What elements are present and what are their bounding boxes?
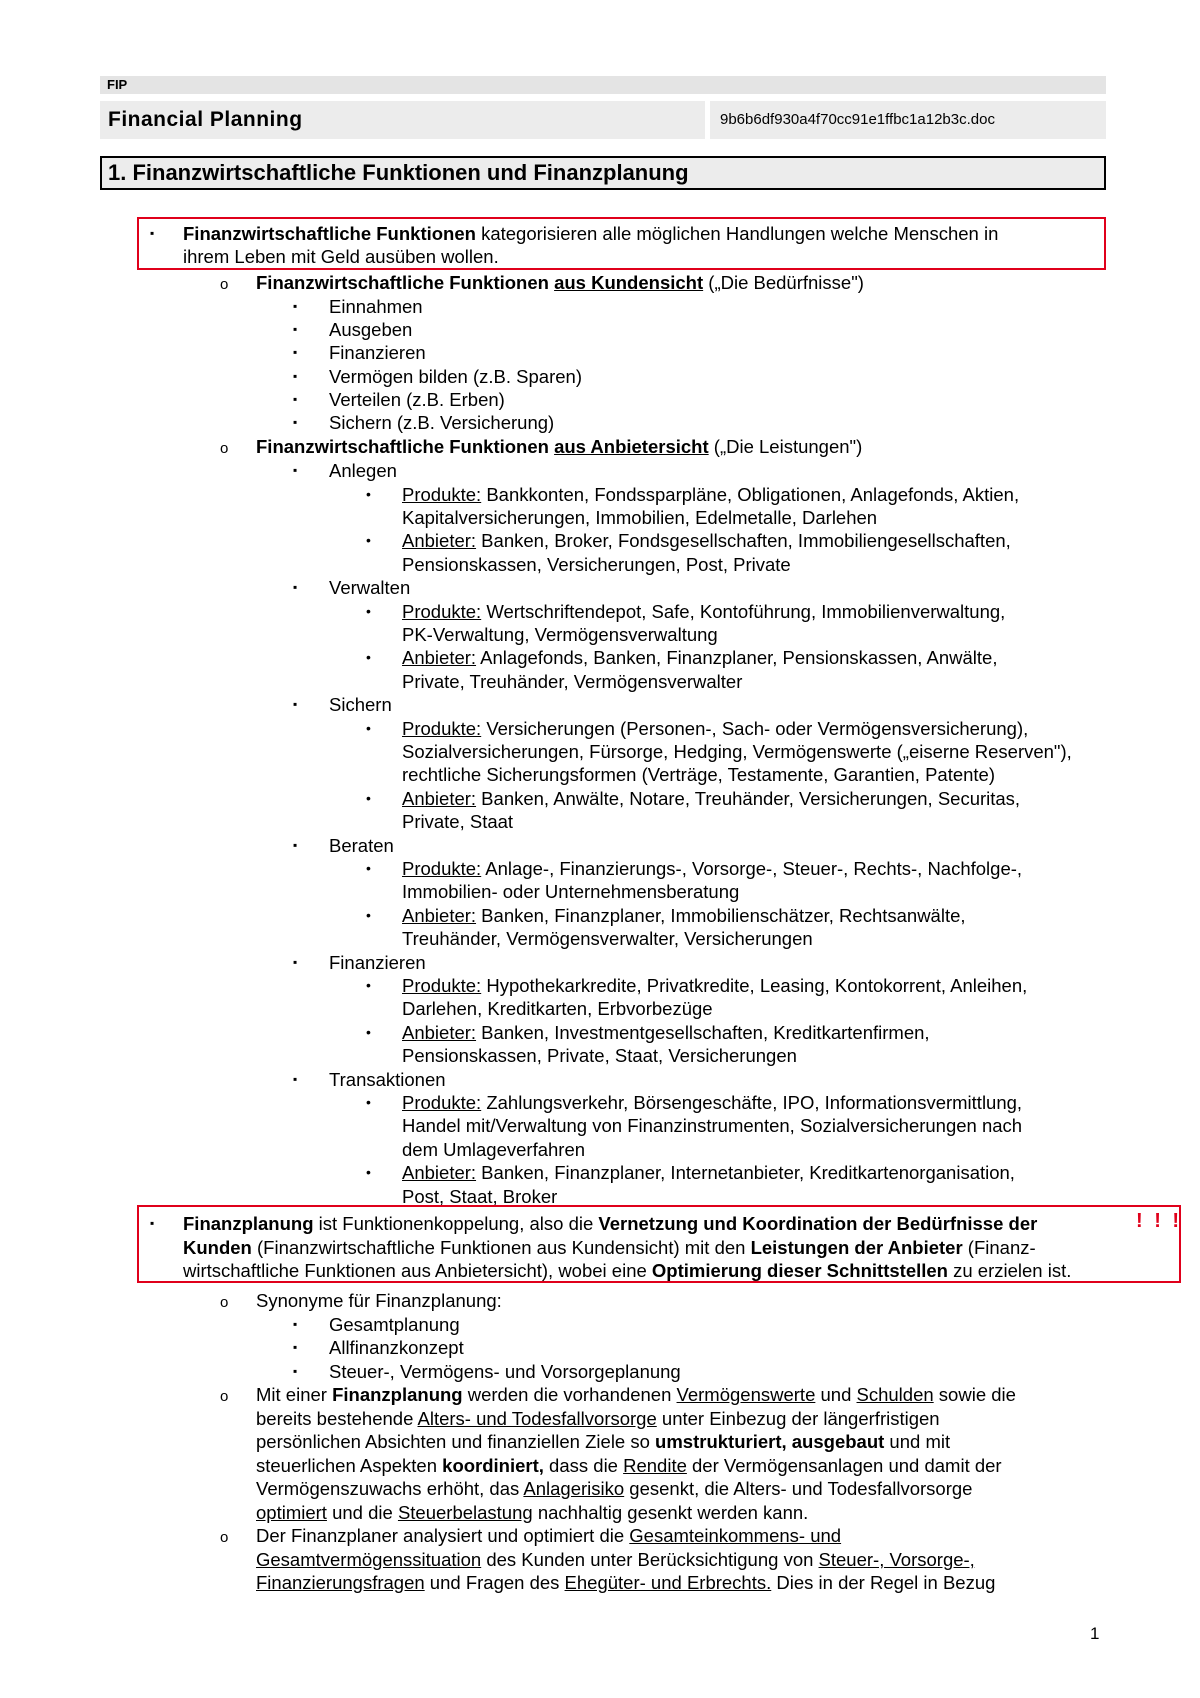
kundensicht-heading: Finanzwirtschaftliche Funktionen aus Kundensicht („Die Bedürfnisse") <box>256 272 864 293</box>
dot-bullet: • <box>366 1164 371 1180</box>
kunden-item: Einnahmen <box>329 296 423 317</box>
dot-bullet: • <box>366 1094 371 1110</box>
finanzplanung-line-2: Kunden (Finanzwirtschaftliche Funktionen aus Kundensicht) mit den Leistungen der Anbieter (Finanz- <box>183 1237 1036 1258</box>
anlegen-anbieter-cont: Pensionskassen, Versicherungen, Post, Private <box>402 554 791 575</box>
finanzplanung-line-1: Finanzplanung ist Funktionenkoppelung, also die Vernetzung und Koordination der Bedürfnisse der <box>183 1213 1038 1234</box>
synonym-item: Allfinanzkonzept <box>329 1337 464 1358</box>
category-verwalten: Verwalten <box>329 577 411 598</box>
transaktionen-produkte-cont: dem Umlageverfahren <box>402 1139 586 1160</box>
dot-bullet: • <box>366 486 371 502</box>
header-docname: 9b6b6df930a4f70cc91e1ffbc1a12b3c.doc <box>710 101 1106 139</box>
square-bullet: ▪ <box>293 322 298 336</box>
dot-bullet: • <box>366 1024 371 1040</box>
kunden-item: Vermögen bilden (z.B. Sparen) <box>329 366 582 387</box>
dot-bullet: • <box>366 860 371 876</box>
kunden-item: Sichern (z.B. Versicherung) <box>329 412 555 433</box>
kunden-item: Finanzieren <box>329 342 426 363</box>
beraten-produkte-cont: Immobilien- oder Unternehmensberatung <box>402 881 740 902</box>
transaktionen-anbieter: Anbieter: Banken, Finanzplaner, Internetanbieter, Kreditkartenorganisation, <box>402 1162 1015 1183</box>
circle-bullet: o <box>220 1388 229 1405</box>
page-number: 1 <box>1090 1624 1100 1643</box>
para1-line-3: persönlichen Absichten und finanziellen Ziele so umstrukturiert, ausgebaut und mit <box>256 1431 951 1452</box>
verwalten-produkte: Produkte: Wertschriftendepot, Safe, Kontoführung, Immobilienverwaltung, <box>402 601 1006 622</box>
category-beraten: Beraten <box>329 835 394 856</box>
dot-bullet: • <box>366 649 371 665</box>
para1-line-4: steuerlichen Aspekten koordiniert, dass die Rendite der Vermögensanlagen und damit der <box>256 1455 1002 1476</box>
sichern-produkte-cont: rechtliche Sicherungsformen (Verträge, Testamente, Garantien, Patente) <box>402 764 996 785</box>
square-bullet: ▪ <box>293 1340 298 1354</box>
finanzieren-produkte-cont: Darlehen, Kreditkarten, Erbvorbezüge <box>402 998 713 1019</box>
sichern-anbieter: Anbieter: Banken, Anwälte, Notare, Treuhänder, Versicherungen, Securitas, <box>402 788 1021 809</box>
kunden-item: Ausgeben <box>329 319 413 340</box>
dot-bullet: • <box>366 977 371 993</box>
synonyme-heading: Synonyme für Finanzplanung: <box>256 1290 502 1311</box>
verwalten-produkte-cont: PK-Verwaltung, Vermögensverwaltung <box>402 624 718 645</box>
sichern-produkte-cont: Sozialversicherungen, Fürsorge, Hedging, Vermögenswerte („eiserne Reserven"), <box>402 741 1072 762</box>
synonym-item: Steuer-, Vermögens- und Vorsorgeplanung <box>329 1361 681 1382</box>
finanzieren-produkte: Produkte: Hypothekarkredite, Privatkredite, Leasing, Kontokorrent, Anleihen, <box>402 975 1028 996</box>
beraten-produkte: Produkte: Anlage-, Finanzierungs-, Vorsorge-, Steuer-, Rechts-, Nachfolge-, <box>402 858 1023 879</box>
para1-line-6: optimiert und die Steuerbelastung nachhaltig gesenkt werden kann. <box>256 1502 809 1523</box>
circle-bullet: o <box>220 1529 229 1546</box>
beraten-anbieter-cont: Treuhänder, Vermögensverwalter, Versicherungen <box>402 928 813 949</box>
finanzieren-anbieter-cont: Pensionskassen, Private, Staat, Versicherungen <box>402 1045 797 1066</box>
anbietersicht-heading: Finanzwirtschaftliche Funktionen aus Anbietersicht („Die Leistungen") <box>256 436 863 457</box>
exclamation-marks: ! ! ! <box>1136 1210 1183 1232</box>
transaktionen-produkte: Produkte: Zahlungsverkehr, Börsengeschäfte, IPO, Informationsvermittlung, <box>402 1092 1023 1113</box>
sichern-anbieter-cont: Private, Staat <box>402 811 514 832</box>
square-bullet: ▪ <box>293 299 298 313</box>
beraten-anbieter: Anbieter: Banken, Finanzplaner, Immobilienschätzer, Rechtsanwälte, <box>402 905 966 926</box>
para1-line-1: Mit einer Finanzplanung werden die vorhandenen Vermögenswerte und Schulden sowie die <box>256 1384 1016 1405</box>
square-bullet: ▪ <box>293 955 298 969</box>
para2-line-3: Finanzierungsfragen und Fragen des Ehegüter- und Erbrechts. Dies in der Regel in Bezug <box>256 1572 996 1593</box>
dot-bullet: • <box>366 603 371 619</box>
circle-bullet: o <box>220 276 229 293</box>
category-finanzieren: Finanzieren <box>329 952 426 973</box>
square-bullet: ▪ <box>293 580 298 594</box>
dot-bullet: • <box>366 532 371 548</box>
square-bullet: ▪ <box>293 463 298 477</box>
kunden-item: Verteilen (z.B. Erben) <box>329 389 505 410</box>
dot-bullet: • <box>366 907 371 923</box>
para2-line-1: Der Finanzplaner analysiert und optimiert die Gesamteinkommens- und <box>256 1525 842 1546</box>
para2-line-2: Gesamtvermögenssituation des Kunden unter Berücksichtigung von Steuer-, Vorsorge-, <box>256 1549 975 1570</box>
square-bullet: ▪ <box>293 1364 298 1378</box>
verwalten-anbieter-cont: Private, Treuhänder, Vermögensverwalter <box>402 671 743 692</box>
anlegen-anbieter: Anbieter: Banken, Broker, Fondsgesellschaften, Immobiliengesellschaften, <box>402 530 1011 551</box>
section-title: 1. Finanzwirtschaftliche Funktionen und Finanzplanung <box>100 156 1106 190</box>
square-bullet: ▪ <box>293 369 298 383</box>
square-bullet: ▪ <box>293 345 298 359</box>
header-title: Financial Planning <box>100 101 705 139</box>
square-bullet: ▪ <box>150 226 155 240</box>
anlegen-produkte: Produkte: Bankkonten, Fondssparpläne, Obligationen, Anlagefonds, Aktien, <box>402 484 1020 505</box>
transaktionen-produkte-cont: Handel mit/Verwaltung von Finanzinstrumenten, Sozialversicherungen nach <box>402 1115 1023 1136</box>
para1-line-2: bereits bestehende Alters- und Todesfallvorsorge unter Einbezug der längerfristigen <box>256 1408 940 1429</box>
square-bullet: ▪ <box>293 1072 298 1086</box>
square-bullet: ▪ <box>293 392 298 406</box>
category-transaktionen: Transaktionen <box>329 1069 446 1090</box>
intro-line-1: Finanzwirtschaftliche Funktionen kategorisieren alle möglichen Handlungen welche Menschen in <box>183 223 999 244</box>
sichern-produkte: Produkte: Versicherungen (Personen-, Sach- oder Vermögensversicherung), <box>402 718 1029 739</box>
intro-line-2: ihrem Leben mit Geld ausüben wollen. <box>183 246 499 267</box>
finanzieren-anbieter: Anbieter: Banken, Investmentgesellschaften, Kreditkartenfirmen, <box>402 1022 930 1043</box>
square-bullet: ▪ <box>293 415 298 429</box>
category-sichern: Sichern <box>329 694 392 715</box>
transaktionen-anbieter-cont: Post, Staat, Broker <box>402 1186 558 1207</box>
synonym-item: Gesamtplanung <box>329 1314 460 1335</box>
dot-bullet: • <box>366 790 371 806</box>
header-short: FIP <box>100 76 1106 94</box>
verwalten-anbieter: Anbieter: Anlagefonds, Banken, Finanzplaner, Pensionskassen, Anwälte, <box>402 647 998 668</box>
square-bullet: ▪ <box>293 838 298 852</box>
square-bullet: ▪ <box>293 1317 298 1331</box>
circle-bullet: o <box>220 1294 229 1311</box>
square-bullet: ▪ <box>150 1216 155 1230</box>
square-bullet: ▪ <box>293 697 298 711</box>
circle-bullet: o <box>220 440 229 457</box>
finanzplanung-line-3: wirtschaftliche Funktionen aus Anbietersicht), wobei eine Optimierung dieser Schnittstellen zu erzielen ist. <box>183 1260 1072 1281</box>
anlegen-produkte-cont: Kapitalversicherungen, Immobilien, Edelmetalle, Darlehen <box>402 507 878 528</box>
category-anlegen: Anlegen <box>329 460 397 481</box>
para1-line-5: Vermögenszuwachs erhöht, das Anlagerisiko gesenkt, die Alters- und Todesfallvorsorge <box>256 1478 973 1499</box>
dot-bullet: • <box>366 720 371 736</box>
